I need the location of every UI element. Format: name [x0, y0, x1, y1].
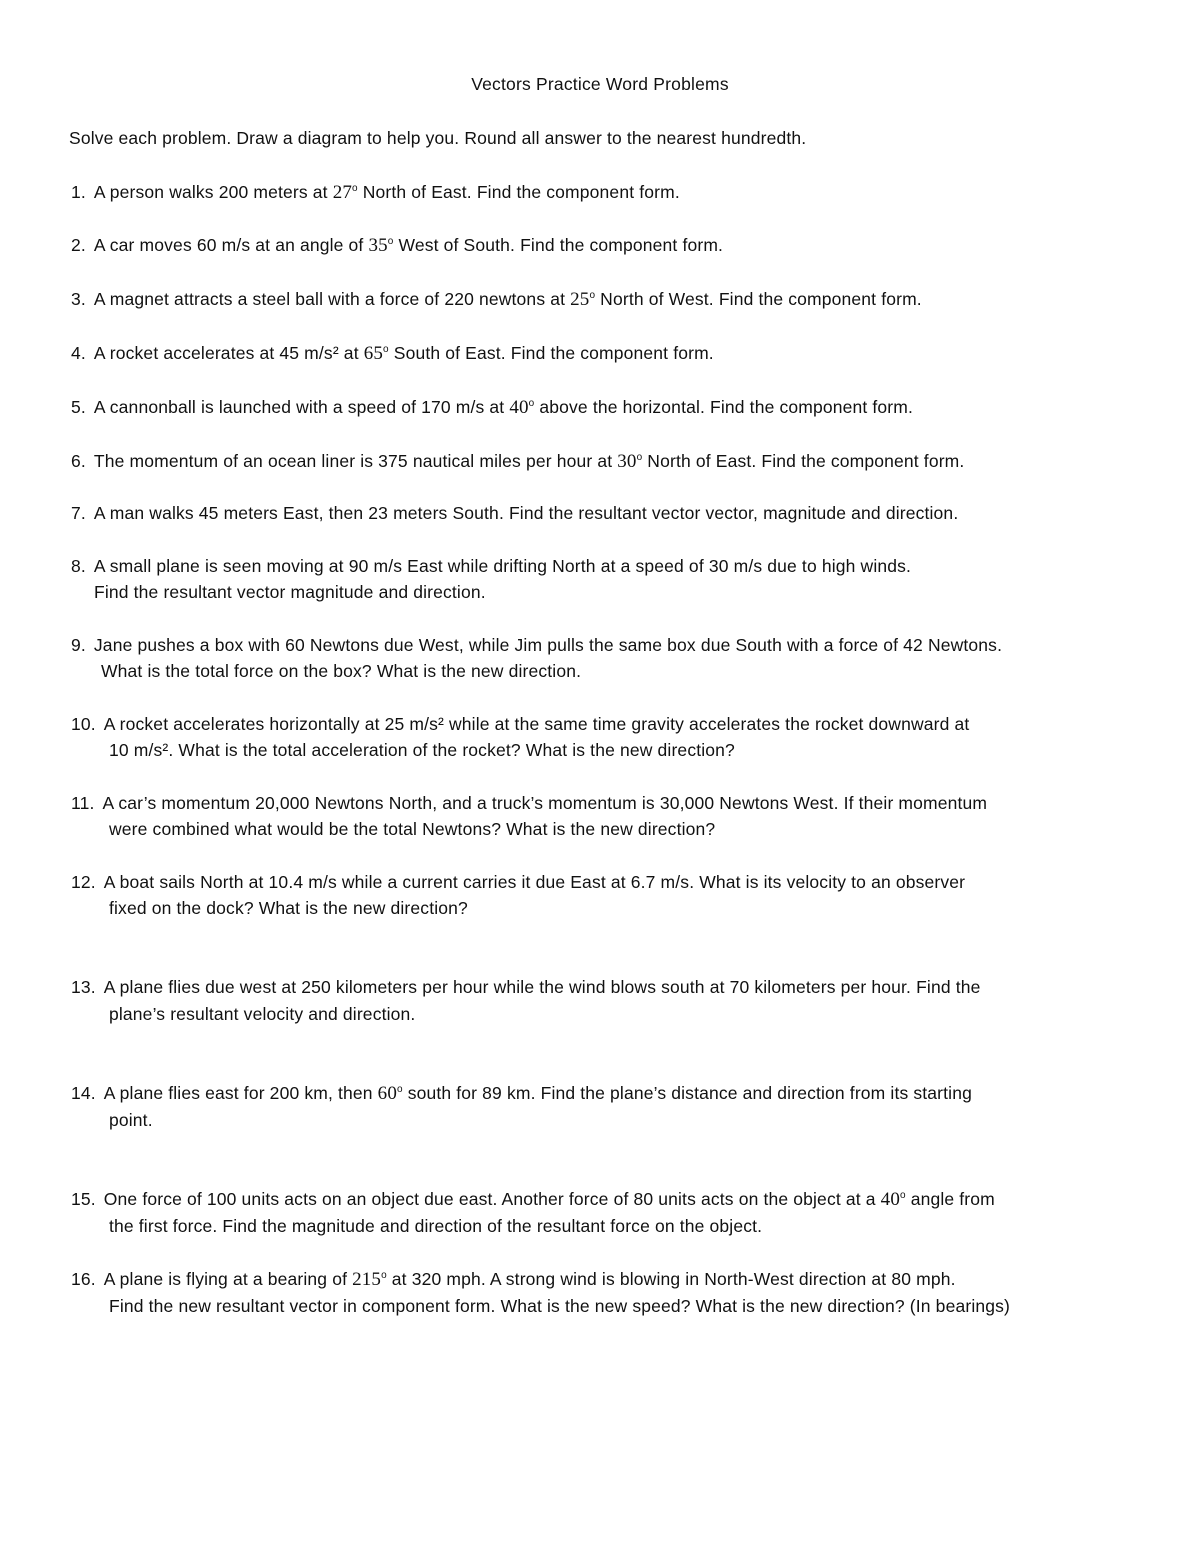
problem-number: 2. [71, 235, 86, 255]
problem-12-continued: fixed on the dock? What is the new direction? [109, 898, 468, 918]
problem-8: 8. A small plane is seen moving at 90 m/s East while drifting North at a speed of 30 m/s due to high winds. [71, 556, 912, 576]
problem-16-continued: Find the new resultant vector in component form. What is the new speed? What is the new direction? (In bearings) [109, 1296, 1010, 1316]
page-title: Vectors Practice Word Problems [471, 74, 729, 94]
problem-10: 10. A rocket accelerates horizontally at 25 m/s² while at the same time gravity accelerates the rocket downward at [71, 714, 970, 734]
problem-14: 14. A plane flies east for 200 km, then 60$^o$ south for 89 km. Find the plane’s distance and direction from its starting [71, 1083, 972, 1104]
problem-number: 13. [71, 977, 96, 997]
problem-number: 8. [71, 556, 86, 576]
problem-number: 5. [71, 397, 86, 417]
problem-number: 14. [71, 1083, 96, 1103]
problem-number: 16. [71, 1269, 96, 1289]
problem-number: 4. [71, 343, 86, 363]
problem-2: 2. A car moves 60 m/s at an angle of 35$^o$ West of South. Find the component form. [71, 235, 724, 256]
problem-6: 6. The momentum of an ocean liner is 375 nautical miles per hour at 30$^o$ North of East. Find the component form. [71, 451, 965, 472]
problem-11: 11. A car’s momentum 20,000 Newtons North, and a truck’s momentum is 30,000 Newtons West. If their momentum [71, 793, 988, 813]
problem-12: 12. A boat sails North at 10.4 m/s while a current carries it due East at 6.7 m/s. What is its velocity to an observer [71, 872, 966, 892]
problem-8-continued: Find the resultant vector magnitude and direction. [94, 582, 486, 602]
problem-10-continued: 10 m/s². What is the total acceleration of the rocket? What is the new direction? [109, 740, 735, 760]
problem-9: 9. Jane pushes a box with 60 Newtons due West, while Jim pulls the same box due South with a force of 42 Newtons. [71, 635, 1003, 655]
instructions: Solve each problem. Draw a diagram to help you. Round all answer to the nearest hundredth. [69, 128, 807, 148]
problem-7: 7. A man walks 45 meters East, then 23 meters South. Find the resultant vector vector, magnitude and direction. [71, 503, 959, 523]
problem-15-continued: the first force. Find the magnitude and direction of the resultant force on the object. [109, 1216, 763, 1236]
problem-5: 5. A cannonball is launched with a speed of 170 m/s at 40$^o$ above the horizontal. Find the component form. [71, 397, 914, 418]
problem-4: 4. A rocket accelerates at 45 m/s² at 65$^o$ South of East. Find the component form. [71, 343, 714, 364]
problem-13-continued: plane’s resultant velocity and direction. [109, 1004, 416, 1024]
problem-number: 12. [71, 872, 96, 892]
problem-number: 3. [71, 289, 86, 309]
problem-3: 3. A magnet attracts a steel ball with a force of 220 newtons at 25$^o$ North of West. Find the component form. [71, 289, 922, 310]
problem-16: 16. A plane is flying at a bearing of 215$^o$ at 320 mph. A strong wind is blowing in North-West direction at 80 mph. [71, 1269, 956, 1290]
problem-14-continued: point. [109, 1110, 153, 1130]
problem-number: 6. [71, 451, 86, 471]
problem-11-continued: were combined what would be the total Newtons? What is the new direction? [109, 819, 716, 839]
problem-number: 7. [71, 503, 86, 523]
problem-15: 15. One force of 100 units acts on an object due east. Another force of 80 units acts on the object at a 40$^o$ angle from [71, 1189, 995, 1210]
problem-13: 13. A plane flies due west at 250 kilometers per hour while the wind blows south at 70 kilometers per hour. Find the [71, 977, 981, 997]
problem-number: 1. [71, 182, 86, 202]
problem-number: 9. [71, 635, 86, 655]
problem-1: 1. A person walks 200 meters at 27$^o$ North of East. Find the component form. [71, 182, 680, 203]
problem-number: 10. [71, 714, 96, 734]
problem-number: 15. [71, 1189, 96, 1209]
problem-9-continued: What is the total force on the box? What is the new direction. [101, 661, 582, 681]
problem-number: 11. [71, 793, 95, 813]
